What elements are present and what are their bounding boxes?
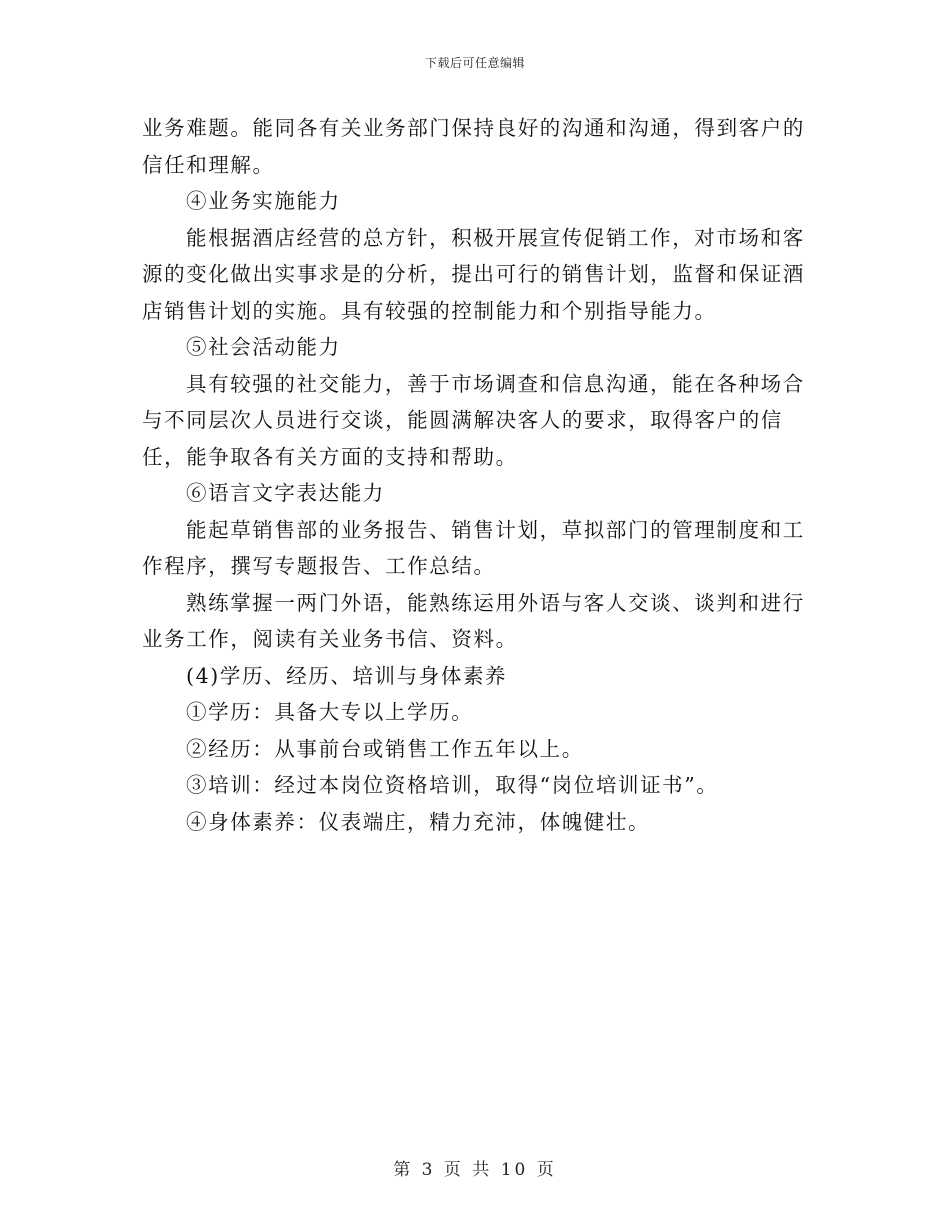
- paragraph: 能根据酒店经营的总方针，积极开展宣传促销工作，对市场和客源的变化做出实事求是的分析，提出可行的销售计划，监督和保证酒店销售计划的实施。具有较强的控制能力和个别指导能力。: [142, 225, 805, 323]
- list-item: ④身体素养：仪表端庄，精力充沛，体魄健壮。: [186, 809, 651, 834]
- section-heading: (4)学历、经历、培训与身体素养: [186, 663, 508, 688]
- list-item: ①学历：具备大专以上学历。: [186, 700, 474, 724]
- page-header-note: 下载后可任意编辑: [424, 56, 525, 70]
- section-heading: ⑥语言文字表达能力: [186, 481, 385, 505]
- section-heading: ⑤社会活动能力: [186, 335, 341, 359]
- page-number: 第 3 页 共 10 页: [393, 1160, 557, 1180]
- paragraph: 能起草销售部的业务报告、销售计划，草拟部门的管理制度和工作程序，撰写专题报告、工作总结。: [142, 517, 805, 578]
- list-item: ②经历：从事前台或销售工作五年以上。: [186, 736, 584, 761]
- paragraph: 具有较强的社交能力，善于市场调查和信息沟通，能在各种场合与不同层次人员进行交谈，能圆满解决客人的要求，取得客户的信任，能争取各有关方面的支持和帮助。: [142, 371, 805, 469]
- list-item: ③培训：经过本岗位资格培训，取得“岗位培训证书”。: [186, 773, 719, 797]
- section-heading: ④业务实施能力: [186, 189, 341, 213]
- document-body: [142, 110, 814, 840]
- paragraph: 业务难题。能同各有关业务部门保持良好的沟通和沟通，得到客户的信任和理解。: [142, 116, 805, 177]
- paragraph: 熟练掌握一两门外语，能熟练运用外语与客人交谈、谈判和进行业务工作，阅读有关业务书信、资料。: [142, 590, 805, 651]
